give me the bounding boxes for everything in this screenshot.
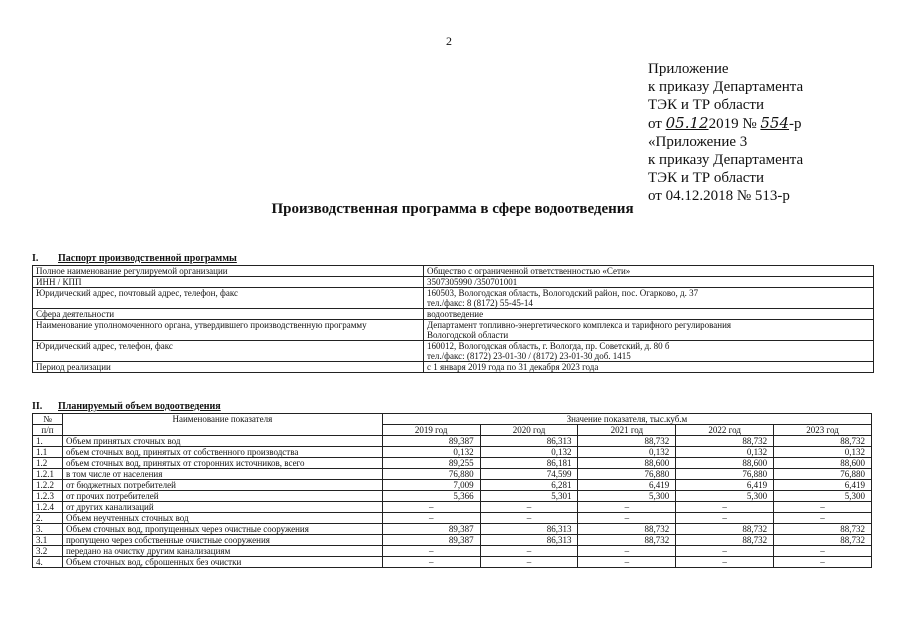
row-value: 76,880 xyxy=(676,469,774,480)
handwritten-date: 05.12 xyxy=(665,114,709,132)
table-row xyxy=(33,480,872,491)
appendix-line: к приказу Департамента xyxy=(648,79,804,95)
passport-value xyxy=(424,320,874,341)
row-value: 86,313 xyxy=(480,524,578,535)
row-name: Объем сточных вод, сброшенных без очистки xyxy=(62,557,382,568)
order-year: 2019 № xyxy=(708,116,761,132)
passport-value-line: Департамент топливно-энергетического комплекса и тарифного регулирования xyxy=(427,320,732,330)
row-name: передано на очистку другим канализациям xyxy=(62,546,382,557)
row-value: 5,366 xyxy=(382,491,480,502)
row-name: от прочих потребителей xyxy=(62,491,382,502)
passport-key: Юридический адрес, почтовый адрес, телефон, факс xyxy=(33,288,424,309)
header-year: 2020 год xyxy=(480,425,578,436)
passport-value-line: 3507305990 /350701001 xyxy=(427,277,518,287)
passport-value xyxy=(424,288,874,309)
document-title: Производственная программа в сфере водоотведения xyxy=(271,201,634,217)
passport-table xyxy=(32,265,874,373)
passport-row xyxy=(33,320,874,341)
section-title: Паспорт производственной программы xyxy=(58,253,237,264)
passport-value xyxy=(424,277,874,288)
header-num-2: п/п xyxy=(33,425,63,436)
row-value: 6,419 xyxy=(774,480,872,491)
row-value: 5,300 xyxy=(676,491,774,502)
row-number: 3.1 xyxy=(33,535,63,546)
header-year: 2022 год xyxy=(676,425,774,436)
row-value: 5,301 xyxy=(480,491,578,502)
passport-value-line: тел./факс: (8172) 23-01-30 / (8172) 23-01-30 доб. 1415 xyxy=(427,351,631,361)
passport-value-line: Общество с ограниченной ответственностью «Сети» xyxy=(427,266,631,276)
table-row xyxy=(33,513,872,524)
row-name: в том числе от населения xyxy=(62,469,382,480)
row-value: 6,419 xyxy=(578,480,676,491)
row-value: 89,387 xyxy=(382,524,480,535)
passport-value-line: 160503, Вологодская область, Вологодский район, пос. Огарково, д. 37 xyxy=(427,288,699,298)
row-name: от других канализаций xyxy=(62,502,382,513)
row-value: 88,732 xyxy=(578,436,676,447)
section-number: II. xyxy=(32,401,43,412)
passport-row xyxy=(33,266,874,277)
row-value: – xyxy=(676,502,774,513)
passport-row xyxy=(33,288,874,309)
row-value: 6,419 xyxy=(676,480,774,491)
row-value: – xyxy=(480,557,578,568)
table-row xyxy=(33,458,872,469)
row-number: 1. xyxy=(33,436,63,447)
order-prefix: от xyxy=(648,116,666,132)
row-value: 0,132 xyxy=(774,447,872,458)
row-value: – xyxy=(676,546,774,557)
row-value: – xyxy=(480,546,578,557)
row-value: 89,387 xyxy=(382,436,480,447)
row-value: 5,300 xyxy=(578,491,676,502)
passport-value-line: тел./факс: 8 (8172) 55-45-14 xyxy=(427,298,533,308)
row-value: 6,281 xyxy=(480,480,578,491)
passport-value-line: водоотведение xyxy=(427,309,484,319)
row-value: 88,600 xyxy=(774,458,872,469)
row-number: 1.2.2 xyxy=(33,480,63,491)
row-value: 88,732 xyxy=(578,535,676,546)
row-value: – xyxy=(774,513,872,524)
row-value: 88,600 xyxy=(676,458,774,469)
row-value: 88,732 xyxy=(578,524,676,535)
section-number: I. xyxy=(32,253,39,264)
row-value: 76,880 xyxy=(382,469,480,480)
row-value: 86,181 xyxy=(480,458,578,469)
row-value: 7,009 xyxy=(382,480,480,491)
passport-key: Наименование уполномоченного органа, утвердившего производственную программу xyxy=(33,320,424,341)
row-value: – xyxy=(774,557,872,568)
row-value: – xyxy=(578,557,676,568)
row-value: 76,880 xyxy=(774,469,872,480)
row-name: объем сточных вод, принятых от сторонних источников, всего xyxy=(62,458,382,469)
passport-row xyxy=(33,341,874,362)
row-value: 5,300 xyxy=(774,491,872,502)
table-row xyxy=(33,502,872,513)
passport-key: ИНН / КПП xyxy=(33,277,424,288)
table-row xyxy=(33,524,872,535)
table-row xyxy=(33,557,872,568)
row-number: 2. xyxy=(33,513,63,524)
row-number: 3. xyxy=(33,524,63,535)
row-number: 1.2.4 xyxy=(33,502,63,513)
row-value: – xyxy=(480,502,578,513)
row-value: 89,255 xyxy=(382,458,480,469)
header-num: № xyxy=(33,414,63,425)
row-value: – xyxy=(578,546,676,557)
row-value: 89,387 xyxy=(382,535,480,546)
row-value: 88,732 xyxy=(774,524,872,535)
passport-key: Сфера деятельности xyxy=(33,309,424,320)
row-number: 3.2 xyxy=(33,546,63,557)
row-value: – xyxy=(382,546,480,557)
passport-value-line: 160012, Вологодская область, г. Вологда, пр. Советский, д. 80 б xyxy=(427,341,670,351)
passport-value xyxy=(424,341,874,362)
passport-key: Период реализации xyxy=(33,362,424,373)
row-name: от бюджетных потребителей xyxy=(62,480,382,491)
row-value: – xyxy=(774,502,872,513)
header-year: 2019 год xyxy=(382,425,480,436)
row-name: Объем принятых сточных вод xyxy=(62,436,382,447)
table-row xyxy=(33,491,872,502)
row-value: 86,313 xyxy=(480,436,578,447)
passport-row xyxy=(33,362,874,373)
row-value: – xyxy=(382,557,480,568)
row-value: 0,132 xyxy=(480,447,578,458)
header-value: Значение показателя, тыс.куб.м xyxy=(382,414,871,425)
row-name: Объем неучтенных сточных вод xyxy=(62,513,382,524)
row-number: 1.2 xyxy=(33,458,63,469)
row-value: 88,732 xyxy=(774,436,872,447)
table-row xyxy=(33,436,872,447)
passport-value xyxy=(424,266,874,277)
appendix-line: ТЭК и ТР области xyxy=(648,97,764,113)
row-number: 1.1 xyxy=(33,447,63,458)
passport-value-line: с 1 января 2019 года по 31 декабря 2023 года xyxy=(427,362,599,372)
row-value: – xyxy=(578,502,676,513)
passport-key: Юридический адрес, телефон, факс xyxy=(33,341,424,362)
row-value: 88,732 xyxy=(676,436,774,447)
order-line xyxy=(648,114,803,133)
handwritten-number: 554 xyxy=(760,114,790,132)
row-value: – xyxy=(382,502,480,513)
section-1-heading xyxy=(32,253,237,264)
table-row xyxy=(33,469,872,480)
passport-row xyxy=(33,309,874,320)
row-value: – xyxy=(382,513,480,524)
row-value: 76,880 xyxy=(578,469,676,480)
appendix-line: от 04.12.2018 № 513-р xyxy=(648,188,790,204)
row-value: – xyxy=(480,513,578,524)
row-value: 0,132 xyxy=(578,447,676,458)
section-2-heading xyxy=(32,401,221,412)
table-row xyxy=(33,447,872,458)
appendix-line: «Приложение 3 xyxy=(648,134,748,150)
row-value: – xyxy=(676,557,774,568)
row-value: – xyxy=(774,546,872,557)
row-value: 88,600 xyxy=(578,458,676,469)
row-value: 88,732 xyxy=(774,535,872,546)
passport-value xyxy=(424,309,874,320)
row-number: 1.2.1 xyxy=(33,469,63,480)
row-value: 86,313 xyxy=(480,535,578,546)
page-number: 2 xyxy=(446,34,452,48)
section-title: Планируемый объем водоотведения xyxy=(58,401,221,412)
row-value: 88,732 xyxy=(676,535,774,546)
row-value: 0,132 xyxy=(676,447,774,458)
header-name: Наименование показателя xyxy=(62,414,382,436)
row-name: пропущено через собственные очистные сооружения xyxy=(62,535,382,546)
appendix-line: ТЭК и ТР области xyxy=(648,170,764,186)
passport-value-line: Вологодской области xyxy=(427,330,509,340)
row-value: 0,132 xyxy=(382,447,480,458)
row-name: Объем сточных вод, пропущенных через очистные сооружения xyxy=(62,524,382,535)
row-number: 4. xyxy=(33,557,63,568)
row-value: – xyxy=(676,513,774,524)
volume-table xyxy=(32,413,872,568)
appendix-block xyxy=(648,60,803,205)
order-suffix: -р xyxy=(789,116,802,132)
header-year: 2021 год xyxy=(578,425,676,436)
passport-row xyxy=(33,277,874,288)
row-number: 1.2.3 xyxy=(33,491,63,502)
table-row xyxy=(33,535,872,546)
row-name: объем сточных вод, принятых от собственного производства xyxy=(62,447,382,458)
appendix-line: Приложение xyxy=(648,61,729,77)
table-row xyxy=(33,546,872,557)
appendix-line: к приказу Департамента xyxy=(648,152,804,168)
passport-value xyxy=(424,362,874,373)
row-value: – xyxy=(578,513,676,524)
row-value: 74,599 xyxy=(480,469,578,480)
passport-key: Полное наименование регулируемой организации xyxy=(33,266,424,277)
header-year: 2023 год xyxy=(774,425,872,436)
row-value: 88,732 xyxy=(676,524,774,535)
